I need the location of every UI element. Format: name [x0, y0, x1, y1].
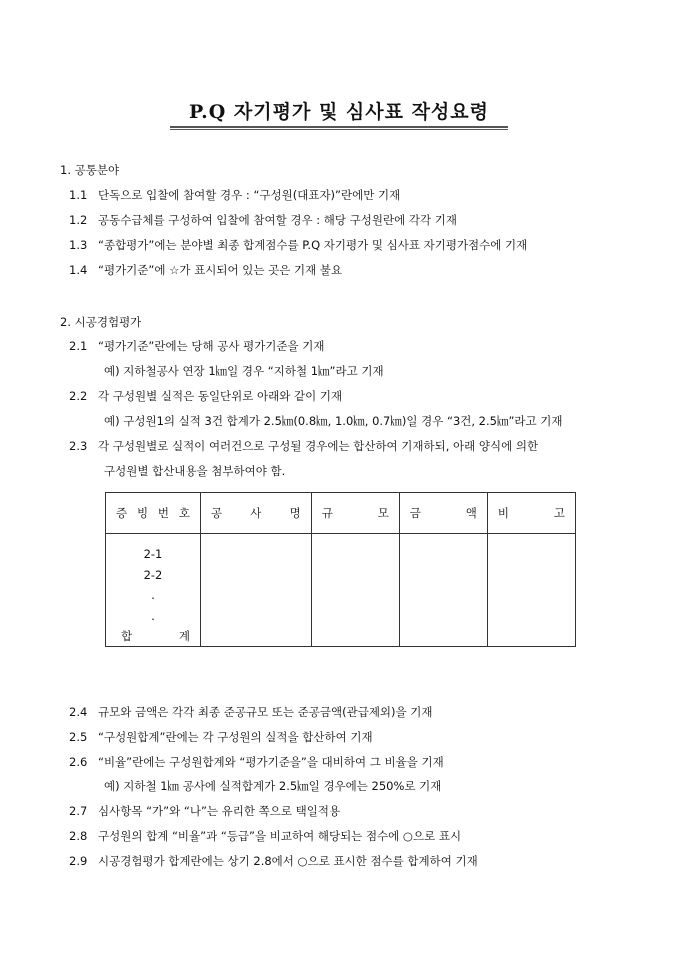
list-item: [69, 389, 342, 403]
total-label: 합 계: [121, 629, 190, 643]
item-number: 2.7: [69, 804, 88, 818]
item-text: “평가기준”에 ☆가 표시되어 있는 곳은 기재 불요: [98, 263, 343, 277]
table-header-row: [106, 493, 576, 534]
code-2-1: 2-1: [143, 547, 163, 561]
section-title: 공통분야: [74, 163, 120, 177]
list-item: [69, 705, 433, 719]
list-item: [69, 730, 373, 744]
table-body-row: [106, 534, 576, 647]
header-remarks: 비 고: [497, 506, 565, 520]
header-evidence-number: 증 빙 번 호: [116, 506, 190, 520]
list-item: [69, 755, 444, 769]
section-title: 시공경험평가: [74, 315, 142, 329]
list-item: [69, 238, 527, 252]
list-item: [69, 829, 461, 843]
item-text: “비율”란에는 구성원합계와 “평가기준을”을 대비하여 그 비율을 기재: [98, 755, 444, 769]
list-item: [69, 854, 478, 868]
item-text: 예) 구성원1의 실적 3건 합계가 2.5㎞(0.8㎞, 1.0㎞, 0.7㎞)일 경우 “3건, 2.5㎞”라고 기재: [104, 414, 563, 428]
header-amount: 금 액: [409, 506, 477, 520]
item-number: 1.1: [69, 188, 88, 202]
section-number: 1.: [60, 163, 71, 177]
item-text: 예) 지하철공사 연장 1㎞일 경우 “지하철 1㎞”라고 기재: [104, 364, 384, 378]
header-scale: 규 모: [321, 506, 389, 520]
item-text: 각 구성원별로 실적이 여러건으로 구성될 경우에는 합산하여 기재하되, 아래 양식에 의한: [98, 439, 539, 453]
item-number: 2.3: [69, 439, 88, 453]
item-text: 구성원의 합계 “비율”과 “등급”을 비교하여 해당되는 점수에 ○으로 표시: [98, 829, 462, 843]
page-title: P.Q 자기평가 및 심사표 작성요령: [188, 101, 489, 123]
list-item: [69, 339, 325, 353]
item-text: 심사항목 “가”와 “나”는 유리한 쪽으로 택일적용: [98, 804, 341, 818]
title-double-underline: [170, 126, 508, 130]
summary-table: [105, 492, 576, 647]
item-number: 2.6: [69, 755, 88, 769]
item-number: 1.3: [69, 238, 88, 252]
item-number: 1.4: [69, 263, 88, 277]
item-text: 각 구성원별 실적은 동일단위로 아래와 같이 기재: [98, 389, 343, 403]
item-text: 구성원별 합산내용을 첨부하여야 함.: [104, 464, 286, 478]
item-text: 공동수급체를 구성하여 입찰에 참여할 경우 : 해당 구성원란에 각각 기재: [98, 213, 457, 227]
item-text: 단독으로 입찰에 참여할 경우 : “구성원(대표자)”란에만 기재: [98, 188, 401, 202]
scale-cell: [311, 534, 399, 647]
list-item: [104, 779, 441, 793]
header-project-name: 공 사 명: [211, 506, 301, 520]
list-item: [69, 213, 457, 227]
item-number: 2.5: [69, 730, 88, 744]
item-number: 2.2: [69, 389, 88, 403]
item-text: 시공경험평가 합계란에는 상기 2.8에서 ○으로 표시한 점수를 합계하여 기재: [98, 854, 478, 868]
code-2-2: 2-2: [143, 567, 163, 582]
list-item: [104, 464, 285, 478]
item-text: 예) 지하철 1㎞ 공사에 실적합계가 2.5㎞일 경우에는 250%로 기재: [104, 779, 442, 793]
item-text: “구성원합계”란에는 각 구성원의 실적을 합산하여 기재: [98, 730, 373, 744]
item-text: 규모와 금액은 각각 최종 준공규모 또는 준공금액(관급제외)을 기재: [98, 705, 433, 719]
list-item: [104, 414, 563, 428]
item-number: 2.1: [69, 339, 88, 353]
section-number: 2.: [60, 315, 71, 329]
section-heading-2: [60, 315, 141, 329]
list-item: [69, 188, 400, 202]
section-heading-1: [60, 163, 119, 177]
ellipsis-dot: .: [151, 588, 155, 602]
project-name-cell: [201, 534, 312, 647]
item-text: “종합평가”에는 분야별 최종 합계점수를 P.Q 자기평가 및 심사표 자기평가점수에 기재: [98, 238, 528, 252]
item-number: 1.2: [69, 213, 88, 227]
list-item: [69, 263, 342, 277]
item-text: “평가기준”란에는 당해 공사 평가기준을 기재: [98, 339, 325, 353]
list-item: [104, 364, 384, 378]
amount-cell: [399, 534, 487, 647]
remarks-cell: [487, 534, 575, 647]
item-number: 2.8: [69, 829, 88, 843]
ellipsis-dot: .: [151, 608, 155, 623]
evidence-number-cell: [106, 534, 201, 647]
list-item: [69, 439, 538, 453]
item-number: 2.4: [69, 705, 88, 719]
list-item: [69, 804, 340, 818]
item-number: 2.9: [69, 854, 88, 868]
